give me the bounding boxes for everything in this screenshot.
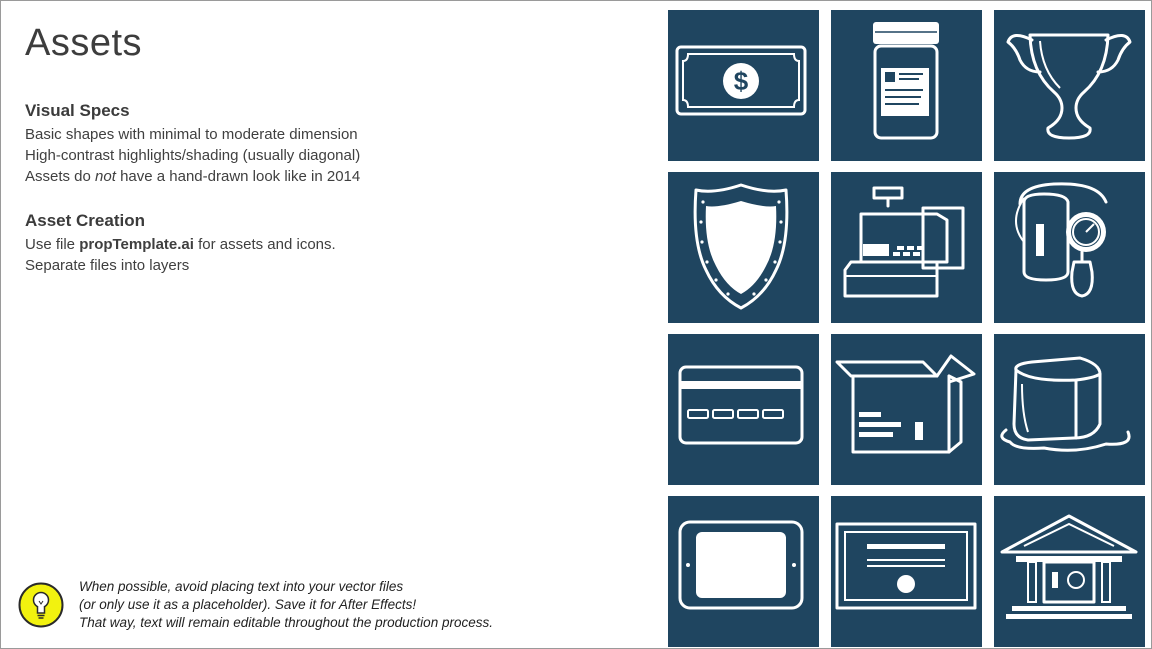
pill-bottle-icon [831, 10, 982, 161]
asset-creation-heading: Asset Creation [25, 211, 145, 230]
spec-text: have a hand-drawn look like in 2014 [115, 168, 361, 185]
blood-pressure-monitor-icon [994, 172, 1145, 323]
spec-line: High-contrast highlights/shading (usually diagonal) [25, 147, 361, 164]
creation-text: for assets and icons. [193, 236, 336, 253]
melting-ice-cube-icon [994, 334, 1145, 485]
shield-icon [668, 172, 819, 323]
page-title: Assets [25, 22, 143, 64]
tip-line: That way, text will remain editable throughout the production process. [79, 615, 493, 630]
tip-line: (or only use it as a placeholder). Save it for After Effects! [79, 597, 417, 612]
certificate-icon [831, 496, 982, 647]
spec-emphasis: not [95, 168, 116, 185]
tablet-icon [668, 496, 819, 647]
trophy-icon [994, 10, 1145, 161]
cardboard-box-icon [831, 334, 982, 485]
visual-specs-heading: Visual Specs [25, 101, 130, 120]
spec-line: Basic shapes with minimal to moderate dimension [25, 126, 358, 143]
creation-line [25, 234, 336, 255]
svg-text:$: $ [733, 66, 749, 96]
lightbulb-icon [18, 582, 64, 628]
visual-specs-section [25, 101, 360, 187]
spec-text: Assets do [25, 168, 96, 185]
asset-creation-section [25, 211, 336, 276]
template-filename: propTemplate.ai [79, 236, 194, 253]
tip-callout [79, 578, 493, 632]
cash-register-icon [831, 172, 982, 323]
credit-card-icon [668, 334, 819, 485]
creation-text: Use file [25, 236, 80, 253]
bank-vault-icon [994, 496, 1145, 647]
dollar-bill-icon [668, 10, 819, 161]
spec-line [25, 166, 360, 187]
tip-line: When possible, avoid placing text into your vector files [79, 579, 404, 594]
creation-line: Separate files into layers [25, 257, 190, 274]
